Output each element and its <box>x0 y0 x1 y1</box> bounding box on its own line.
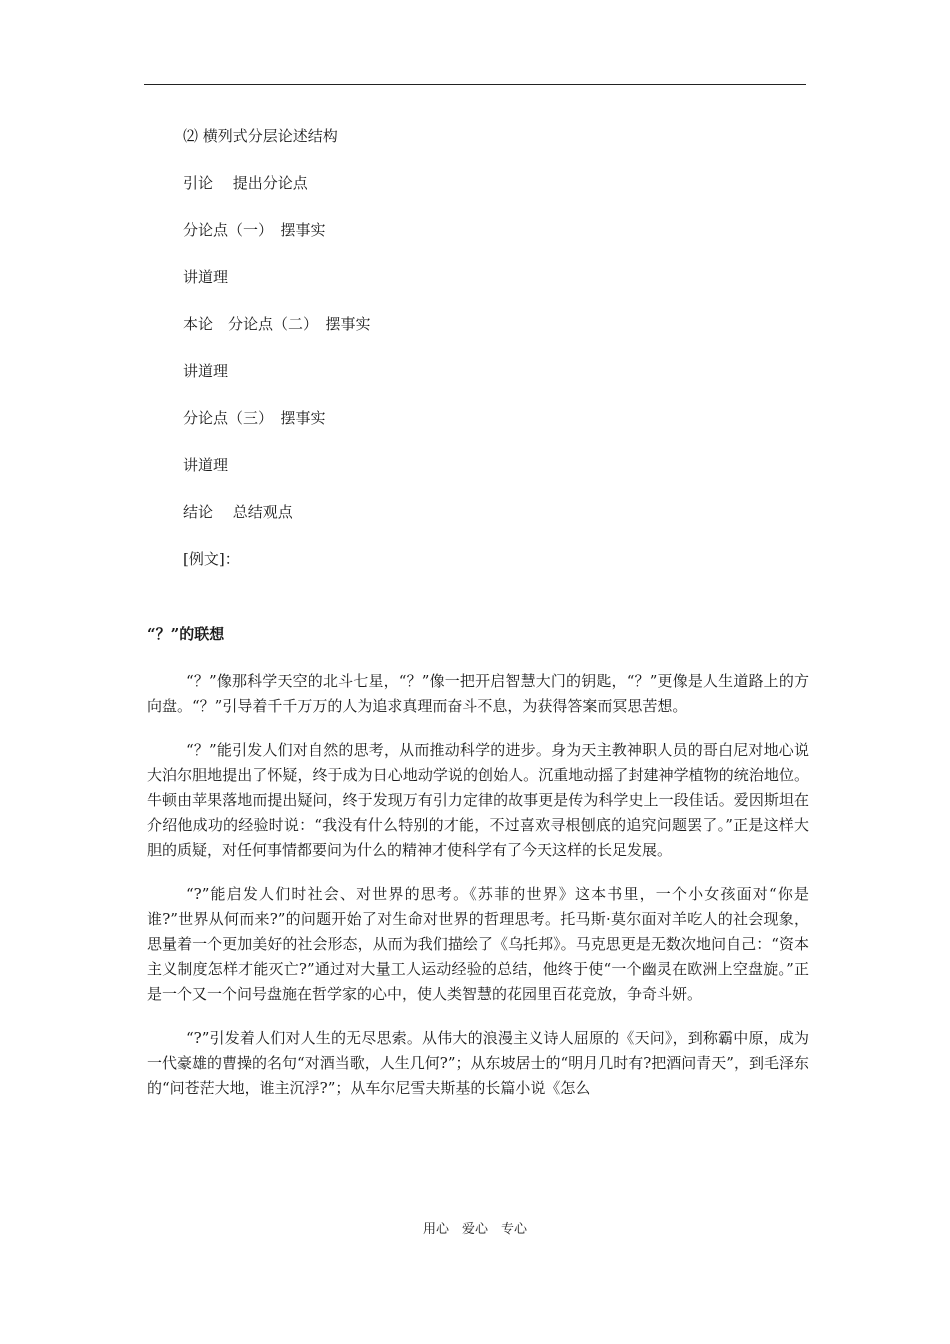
article-paragraph-3: “?”能启发人们时社会、对世界的思考。《苏菲的世界》这本书里，一个小女孩面对“你是谁?”世界从何而来?”的问题开始了对生命对世界的哲理思考。托马斯·莫尔面对羊吃人的社会现象，思量着一个更加美好的社会形态，从而为我们描绘了《乌托邦》。马克思更是无数次地问自己：“资本主义制度怎样才能灭亡?”通过对大量工人运动经验的总结，他终于使“一个幽灵在欧洲上空盘旋。”正是一个又一个问号盘施在哲学家的心中，使人类智慧的花园里百花竞放，争奇斗妍。 <box>147 885 809 1003</box>
outline-conclusion: 结论 总结观点 <box>183 503 293 521</box>
outline-subpoint-3-reasoning: 讲道理 <box>183 456 229 474</box>
header-rule <box>144 84 806 85</box>
article-paragraph-1: “？”像那科学天空的北斗七星，“？”像一把开启智慧大门的钥匙，“？”更像是人生道路上的方向盘。“？”引导着千千万万的人为追求真理而奋斗不息，为获得答案而冥思苦想。 <box>147 672 809 715</box>
article-paragraph-4: “?”引发着人们对人生的无尽思索。从伟大的浪漫主义诗人屈原的《天问》，到称霸中原，成为一代豪雄的曹操的名句“对酒当歌，人生几何?”；从东坡居士的“明月几时有?把酒问青天”，到毛泽东的“问苍茫大地，谁主沉浮?”；从车尔尼雪夫斯基的长篇小说《怎么 <box>147 1029 809 1097</box>
article-paragraph-2: “？”能引发人们对自然的思考，从而推动科学的进步。身为天主教神职人员的哥白尼对地心说大泊尔胆地提出了怀疑，终于成为日心地动学说的创始人。沉重地动摇了封建神学植物的统治地位。牛顿由苹果落地而提出疑问，终于发现万有引力定律的故事更是传为科学史上一段佳话。爱因斯坦在介绍他成功的经验时说：“我没有什么特别的才能，不过喜欢寻根刨底的追究问题罢了。”正是这样大胆的质疑，对任何事情都要问为什么的精神才使科学有了今天这样的长足发展。 <box>147 741 809 859</box>
outline-body-subpoint-2-facts: 本论 分论点（二） 摆事实 <box>183 315 371 333</box>
outline-subpoint-1-facts: 分论点（一） 摆事实 <box>183 221 326 239</box>
outline-subpoint-2-reasoning: 讲道理 <box>183 362 229 380</box>
article-body <box>147 669 809 1120</box>
structure-outline <box>183 126 783 596</box>
article-title: “？”的联想 <box>147 625 225 643</box>
outline-heading: ⑵ 横列式分层论述结构 <box>183 127 338 145</box>
outline-subpoint-3-facts: 分论点（三） 摆事实 <box>183 409 326 427</box>
outline-introduction: 引论 提出分论点 <box>183 174 308 192</box>
outline-subpoint-1-reasoning: 讲道理 <box>183 268 229 286</box>
example-label: [例文]： <box>183 550 240 568</box>
page-footer: 用心 爱心 专心 <box>422 1222 527 1237</box>
